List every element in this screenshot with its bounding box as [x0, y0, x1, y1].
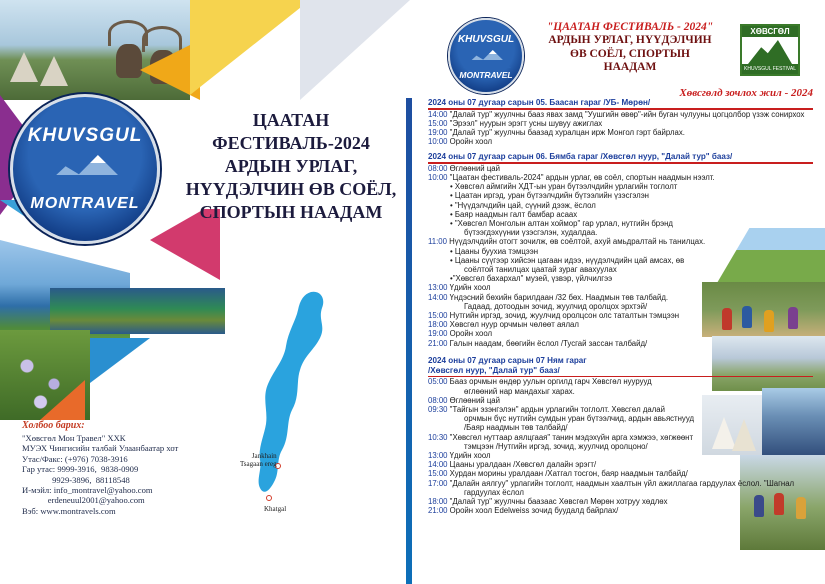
- logo-top-text: KHUVSGUL: [457, 34, 515, 45]
- schedule-row: [428, 479, 813, 488]
- event-text: Хурдан морины уралдаан /Хатгал тосгон, баяр наадмын талбайд/: [447, 469, 688, 479]
- partner-logo-top: ХӨВСГӨЛ: [742, 26, 798, 37]
- schedule-subitem: • "Хөвсгөл Монголын алтан хоймор" гар урлал, нутгийн брэнд: [450, 219, 673, 229]
- schedule-continuation: /Баяр наадмын төв талбайд/: [464, 423, 568, 433]
- event-time: 05:00: [428, 377, 448, 387]
- schedule-subitem: • "Нүүдэлчдийн цай, сүүний дээж, ёслол: [450, 200, 596, 210]
- event-time: 11:00: [428, 237, 447, 247]
- event-text: Хөвсгөл нуур орчмын чөлөөт аялал: [447, 320, 579, 330]
- event-time: 13:00: [428, 283, 448, 293]
- town-marker-icon: [266, 495, 272, 501]
- khuvsgul-festival-logo: [740, 24, 800, 76]
- schedule-row: [428, 237, 813, 246]
- event-time: 08:00: [428, 163, 448, 173]
- festival-title-red: "ЦААТАН ФЕСТИВАЛЬ - 2024": [546, 21, 714, 33]
- contact-line: И-мэйл: info_montravel@yahoo.com: [22, 485, 153, 496]
- schedule-continuation: тэмцээн /Нутгийн иргэд, зочид, жуулчид оролцоно/: [464, 441, 648, 451]
- main-title: [173, 109, 409, 222]
- schedule-row: [428, 173, 813, 182]
- schedule-subitem: •"Хөвсгөл бахархал" музей, үзвэр, үйлчилгээ: [450, 274, 613, 284]
- event-text: Цааны уралдаан /Хөвсгөл далайн эрэгт/: [447, 460, 597, 470]
- event-time: 21:00: [428, 338, 448, 348]
- year-title: Хөвсгөлд зочлох жил - 2024: [679, 87, 813, 99]
- logo-bottom-text: MONTRAVEL: [459, 70, 513, 80]
- left-panel: [0, 0, 412, 584]
- festival-title-line: НААДАМ: [603, 61, 657, 73]
- schedule-subitem: • Цааны сүүгээр хийсэн цагаан идээ, нүүдэлчдийн цай амсах, өв: [450, 255, 685, 265]
- event-text: "Цаатан фестиваль-2024" ардын урлаг, өв соёл, спортын наадмын нээлт.: [447, 173, 715, 183]
- title-line: ЦААТАН ФЕСТИВАЛЬ-2024: [212, 110, 370, 153]
- island-photo: [50, 288, 225, 334]
- schedule-row: [428, 506, 813, 515]
- schedule-row: [428, 451, 813, 460]
- schedule-row: [428, 110, 813, 119]
- schedule-row: [428, 396, 813, 405]
- event-text: Нутгийн иргэд, зочид, жуулчид оролцсон олс таталтын тэмцээн: [447, 311, 680, 321]
- event-text: Бааз орчмын өндөр уулын оргилд гарч Хөвсгөл нуурууд: [447, 377, 652, 387]
- day-block: [428, 152, 813, 348]
- schedule-row: [428, 320, 813, 329]
- day-heading: 2024 оны 07 дугаар сарын 07 Ням гараг: [428, 355, 587, 365]
- schedule-row: [428, 283, 813, 292]
- event-text: Оройн хоол: [447, 329, 493, 339]
- event-time: 19:00: [428, 329, 448, 339]
- event-text: Нүүдэлчдийн отогт зочилж, өв соёлтой, ахуй амьдралтай нь танилцах.: [446, 237, 706, 247]
- schedule-row: [428, 433, 813, 442]
- event-time: 18:00: [428, 320, 448, 330]
- title-line: НҮҮДЭЛЧИН ӨВ СОЁЛ,: [185, 179, 397, 199]
- event-time: 10:30: [428, 432, 448, 442]
- event-time: 21:00: [428, 506, 448, 516]
- contact-line: erdeneuul2001@yahoo.com: [22, 495, 145, 506]
- event-text: Үдийн хоол: [447, 283, 491, 293]
- event-time: 10:00: [428, 173, 448, 183]
- decor-triangle: [40, 380, 85, 420]
- map-label-camp: Jankhain Tsagaan ereg: [240, 452, 277, 468]
- schedule-subitem: • Цааны буухиа тэмцээн: [450, 246, 539, 256]
- logo-bottom-text: MONTRAVEL: [30, 195, 140, 212]
- event-text: Үндэсний бөхийн барилдаан /32 бөх. Наадмын төв талбайд.: [447, 292, 669, 302]
- event-time: 14:00: [428, 460, 448, 470]
- event-text: Оройн хоол Edelweiss зочид буудалд байрлах/: [447, 506, 619, 516]
- schedule-row: [428, 460, 813, 469]
- khuvsgul-montravel-logo: [10, 94, 160, 244]
- contact-title: Холбоо барих:: [22, 420, 85, 431]
- event-time: 14:00: [428, 109, 448, 119]
- schedule-row: [428, 329, 813, 338]
- event-text: "Эрээл" нуурын эрэгт усны шувуу ажиглах: [447, 118, 603, 128]
- event-time: 18:00: [428, 497, 448, 507]
- event-time: 09:30: [428, 404, 448, 414]
- contact-line: МУЭХ Чингисийн талбай Улаанбаатар хот: [22, 443, 179, 454]
- schedule-row: [428, 497, 813, 506]
- contact-line: 9929-3896, 88118548: [22, 474, 130, 485]
- contact-line: Утас/Факс: (+976) 7038-3916: [22, 453, 128, 464]
- contact-line: Вэб: www.montravels.com: [22, 505, 116, 516]
- schedule-row: [428, 293, 813, 302]
- partner-logo-bottom: KHUVSGUL FESTIVAL: [742, 64, 798, 74]
- schedule-row: [428, 377, 813, 386]
- event-text: Өглөөний цай: [447, 163, 500, 173]
- festival-title-line: ӨВ СОЁЛ, СПОРТЫН: [570, 47, 690, 60]
- event-time: 15:00: [428, 118, 448, 128]
- event-time: 14:00: [428, 292, 448, 302]
- event-time: 17:00: [428, 478, 448, 488]
- logo-top-text: KHUVSGUL: [27, 125, 143, 146]
- title-line: АРДЫН УРЛАГ,: [224, 156, 358, 176]
- day-heading-location: /Хөвсгөл нуур, "Далай тур" бааз/: [428, 365, 560, 375]
- event-text: Оройн хоол: [447, 137, 493, 147]
- event-time: 15:00: [428, 469, 448, 479]
- schedule-subitem: • Хөвсгөл аймгийн ХДТ-ын уран бүтээлчдийн урлагийн тоглолт: [450, 182, 678, 192]
- khuvsgul-montravel-logo-small: [448, 18, 524, 94]
- khuvsgul-lake-map: [216, 284, 336, 509]
- day-block: [428, 356, 813, 516]
- schedule: [428, 98, 813, 519]
- schedule-continuation: орчмын бүс нутгийн сумдын уран бүтээлчид, ардын авьястнууд: [464, 414, 695, 424]
- event-text: Үдийн хоол: [447, 451, 491, 460]
- festival-title: [530, 20, 730, 75]
- event-text: "Далай тур" жуулчны баазаас Хөвсгөл Мөрөн хотруу хөдлөх: [447, 497, 668, 507]
- event-time: 13:00: [428, 451, 448, 460]
- decor-triangle: [190, 0, 310, 95]
- schedule-row: [428, 469, 813, 478]
- schedule-continuation: бүтээгдэхүүнии үзэсгэлэн, худалдаа.: [464, 228, 598, 238]
- mountain-icon: [748, 40, 792, 64]
- schedule-row: [428, 128, 813, 137]
- event-text: Өглөөний цай: [447, 395, 500, 405]
- schedule-continuation: соёлтой танилцах цаатай зураг авахуулах: [464, 265, 617, 275]
- contact-line: Гар утас: 9999-3916, 9838-0909: [22, 464, 139, 475]
- decor-triangle: [90, 338, 150, 383]
- right-panel: [412, 0, 825, 584]
- title-line: СПОРТЫН НААДАМ: [199, 202, 383, 222]
- schedule-row: [428, 137, 813, 146]
- event-time: 15:00: [428, 311, 448, 321]
- contact-block: [22, 420, 222, 570]
- festival-title-line: АРДЫН УРЛАГ, НҮҮДЭЛЧИН: [548, 34, 712, 46]
- day-block: [428, 98, 813, 146]
- schedule-continuation: Гадаад, дотоодын зочид, жуулчид оролцох эрхтэй/: [464, 301, 648, 311]
- event-text: "Далай тур" жуулчны баазад хуралцан ирж Монгол гэрт байрлах.: [447, 127, 685, 137]
- schedule-continuation: гардуулах ёслол: [464, 487, 524, 497]
- day-heading: 2024 оны 07 дугаар сарын 06. Бямба гараг /Хөвсгөл нуур, "Далай тур" бааз/: [428, 152, 733, 162]
- contact-line: "Хөвсгөл Мон Травел" ХХК: [22, 433, 126, 443]
- schedule-continuation: өглөөний нар мандахыг харах.: [464, 386, 575, 396]
- schedule-row: [428, 164, 813, 173]
- schedule-subitem: • Баяр наадмын галт бамбар асаах: [450, 209, 578, 219]
- day-heading: 2024 оны 07 дугаар сарын 05. Баасан гараг /УБ- Мөрөн/: [428, 98, 651, 107]
- map-label-town: Khatgal: [264, 505, 287, 513]
- event-text: Галын наадам, бөөгийн ёслол /Тусгай зассан талбайд/: [447, 338, 648, 348]
- event-text: "Далайн аялгуу" урлагийн тоглолт, наадмын хаалтын үйл ажиллагаа гардуулах ёслол. "Шагнал: [447, 478, 795, 488]
- decor-triangle: [300, 0, 410, 100]
- event-time: 10:00: [428, 137, 448, 147]
- schedule-row: [428, 339, 813, 348]
- event-time: 08:00: [428, 395, 448, 405]
- mountain-icon: [39, 151, 134, 191]
- schedule-subitem: • Цаатан иргэд, уран бүтээлчдийн бүтээлийн үзэсгэлэн: [450, 191, 649, 201]
- schedule-row: [428, 119, 813, 128]
- schedule-row: [428, 405, 813, 414]
- mountain-icon: [463, 48, 511, 68]
- schedule-row: [428, 311, 813, 320]
- event-text: "Тайгын эзэнгэлэн" ардын урлагийн тоглолт. Хөвсгөл далай: [447, 404, 665, 414]
- event-time: 19:00: [428, 127, 448, 137]
- event-text: "Далай тур" жуулчны бааз явах замд "Уушгийн өвөр"-ийн буган чулууны цогцолбор үзэж сонирхох: [447, 109, 805, 119]
- event-text: "Хөвсгөл нуттаар аялцгаая" танин мэдэхүйн арга хэмжээ, хөгжөөнт: [447, 432, 694, 442]
